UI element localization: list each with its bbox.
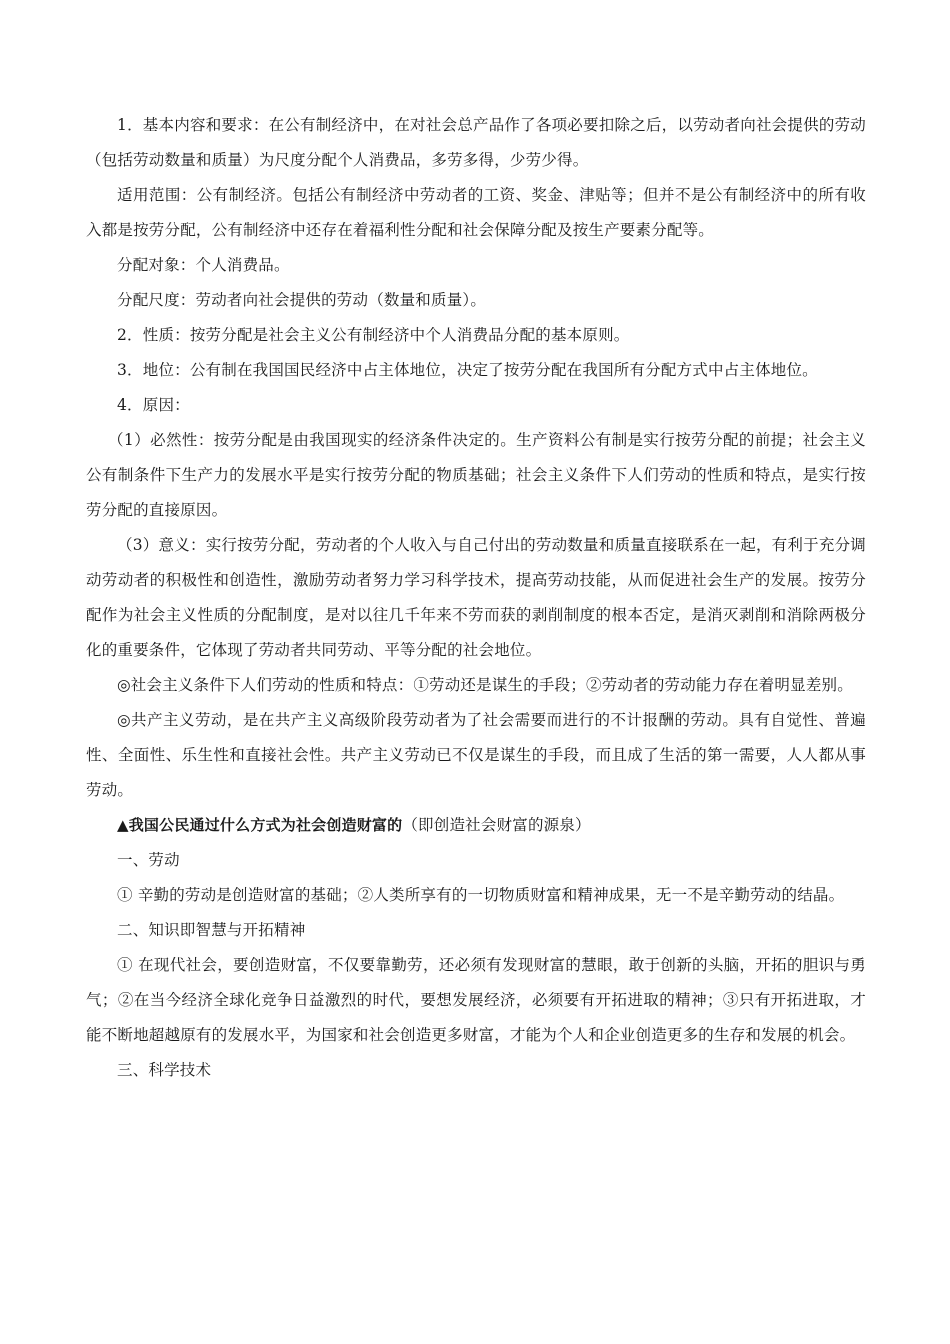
section-heading-bold: ▲我国公民通过什么方式为社会创造财富的	[117, 816, 403, 834]
paragraph-measure: 分配尺度：劳动者向社会提供的劳动（数量和质量）。	[117, 291, 487, 309]
paragraph-communist-labor: ◎共产主义劳动，是在共产主义高级阶段劳动者为了社会需要而进行的不计报酬的劳动。具有自觉性、普遍性、全面性、乐生性和直接社会性。共产主义劳动已不仅是谋生的手段，而且成了生活的第一需要，人人都从事劳动。	[86, 711, 866, 799]
paragraph-nature: 2．性质：按劳分配是社会主义公有制经济中个人消费品分配的基本原则。	[117, 326, 630, 344]
section-heading-note: （即创造社会财富的源泉）	[402, 816, 591, 834]
paragraph-necessity: （1）必然性：按劳分配是由我国现实的经济条件决定的。生产资料公有制是实行按劳分配的前提；社会主义公有制条件下生产力的发展水平是实行按劳分配的物质基础；社会主义条件下人们劳动的性质和特点，是实行按劳分配的直接原因。	[86, 431, 866, 519]
paragraph-object: 分配对象：个人消费品。	[117, 256, 290, 274]
subheading-science: 三、科学技术	[117, 1061, 212, 1079]
paragraph-scope: 适用范围：公有制经济。包括公有制经济中劳动者的工资、奖金、津贴等；但并不是公有制经济中的所有收入都是按劳分配，公有制经济中还存在着福利性分配和社会保障分配及按生产要素分配等。	[86, 186, 866, 239]
paragraph-basic-content: 1．基本内容和要求：在公有制经济中，在对社会总产品作了各项必要扣除之后，以劳动者向社会提供的劳动（包括劳动数量和质量）为尺度分配个人消费品，多劳多得，少劳少得。	[86, 116, 866, 169]
document-body	[86, 108, 866, 1088]
paragraph-knowledge-body: ① 在现代社会，要创造财富，不仅要靠勤劳，还必须有发现财富的慧眼，敢于创新的头脑，开拓的胆识与勇气；②在当今经济全球化竞争日益激烈的时代，要想发展经济，必须要有开拓进取的精神；③只有开拓进取，才能不断地超越原有的发展水平，为国家和社会创造更多财富，才能为个人和企业创造更多的生存和发展的机会。	[86, 956, 866, 1044]
paragraph-significance: （3）意义：实行按劳分配，劳动者的个人收入与自己付出的劳动数量和质量直接联系在一起，有利于充分调动劳动者的积极性和创造性，激励劳动者努力学习科学技术，提高劳动技能，从而促进社会生产的发展。按劳分配作为社会主义性质的分配制度，是对以往几千年来不劳而获的剥削制度的根本否定，是消灭剥削和消除两极分化的重要条件，它体现了劳动者共同劳动、平等分配的社会地位。	[86, 536, 866, 659]
paragraph-labor-features: ◎社会主义条件下人们劳动的性质和特点：①劳动还是谋生的手段；②劳动者的劳动能力存在着明显差别。	[117, 676, 853, 694]
subheading-knowledge: 二、知识即智慧与开拓精神	[117, 921, 306, 939]
section-heading	[86, 808, 866, 843]
paragraph-status: 3．地位：公有制在我国国民经济中占主体地位，决定了按劳分配在我国所有分配方式中占主体地位。	[117, 361, 818, 379]
subheading-labor: 一、劳动	[117, 851, 180, 869]
paragraph-labor-body: ① 辛勤的劳动是创造财富的基础；②人类所享有的一切物质财富和精神成果，无一不是辛勤劳动的结晶。	[117, 886, 845, 904]
paragraph-reason-title: 4．原因：	[117, 396, 190, 414]
